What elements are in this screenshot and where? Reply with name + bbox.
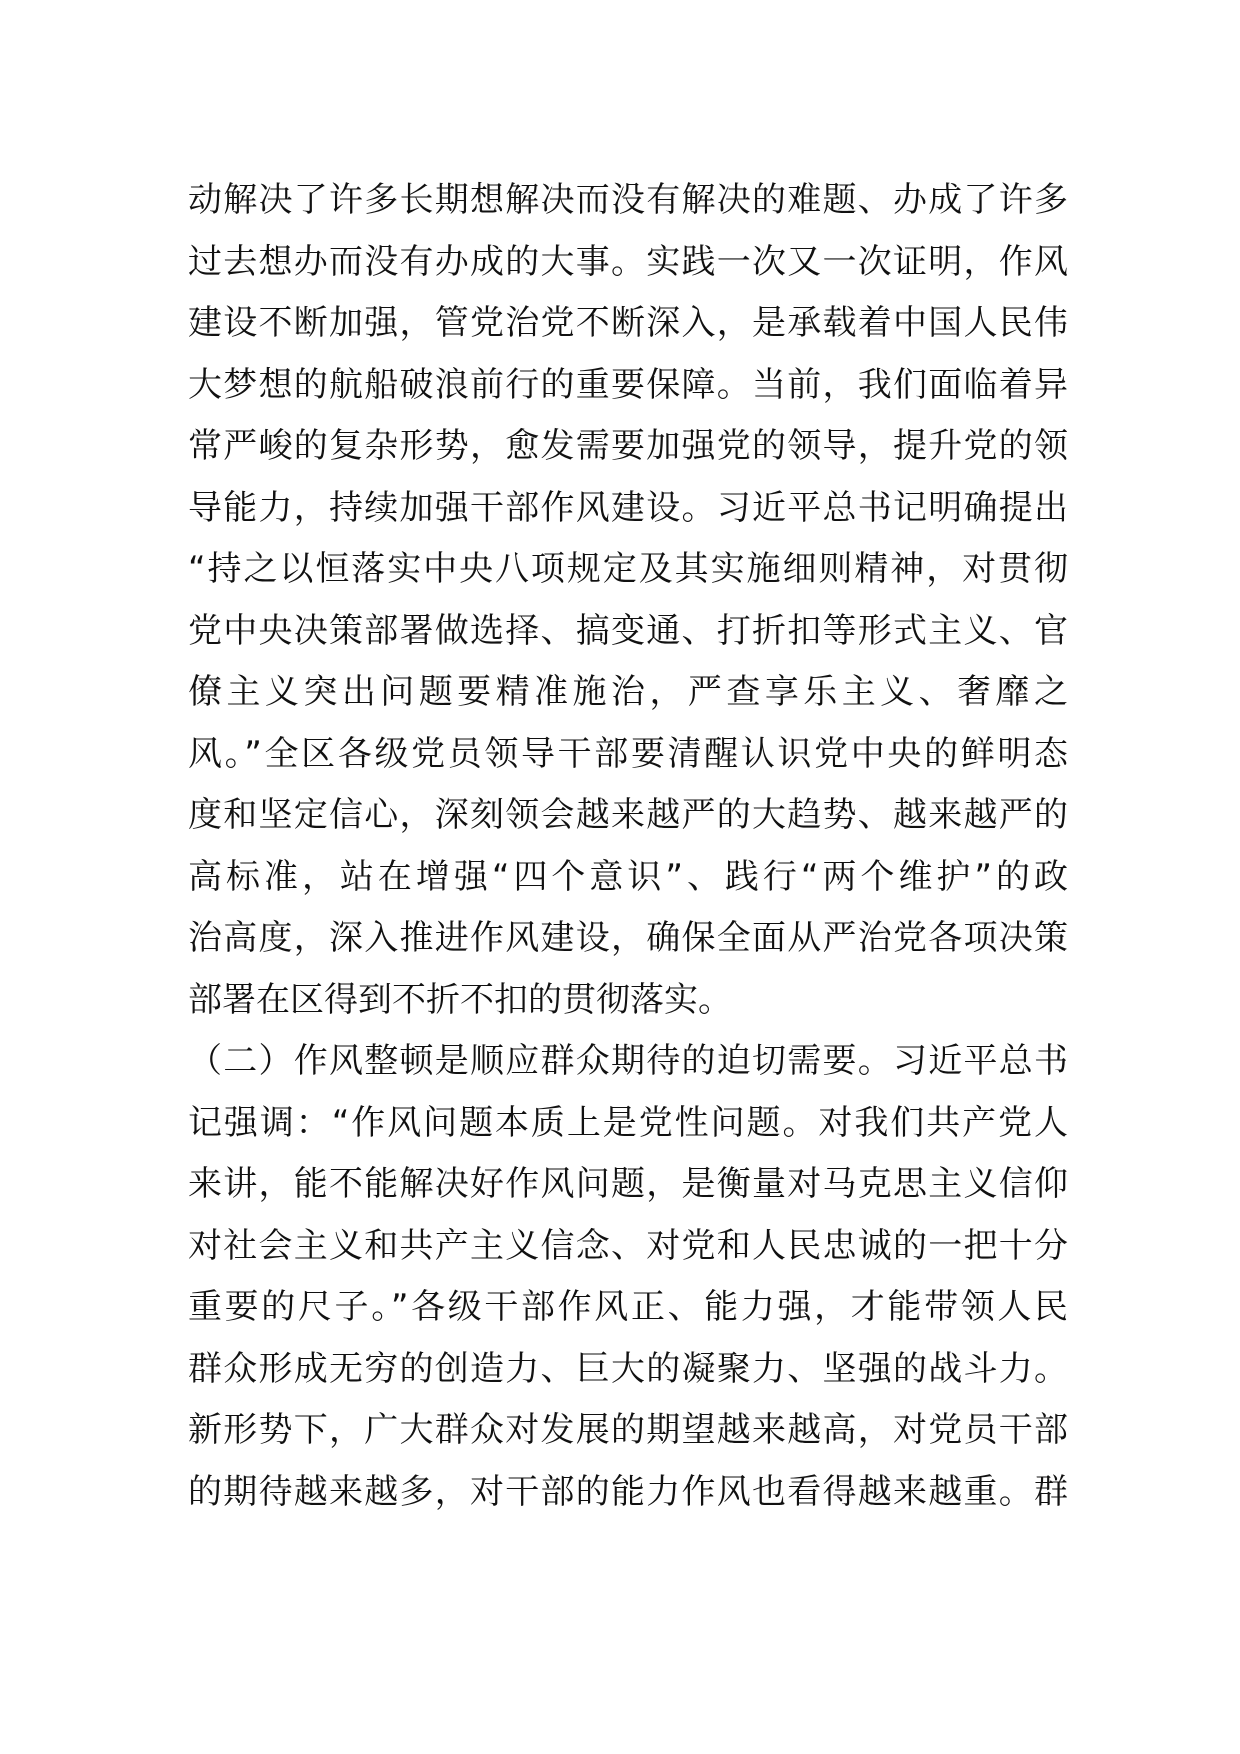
section-heading-line: （二）作风整顿是顺应群众期待的迫切需要。习近平总书 xyxy=(188,1041,1068,1081)
text-line: 部署在区得到不折不扣的贯彻落实。 xyxy=(188,979,732,1020)
text-line: 来讲，能不能解决好作风问题，是衡量对马克思主义信仰 xyxy=(188,1164,1068,1204)
text-line: 治高度，深入推进作风建设，确保全面从严治党各项决策 xyxy=(188,918,1068,958)
text-line: 度和坚定信心，深刻领会越来越严的大趋势、越来越严的 xyxy=(188,795,1068,835)
text-line: 记强调：“作风问题本质上是党性问题。对我们共产党人 xyxy=(188,1102,1068,1143)
body-text xyxy=(188,170,1068,1523)
text-line: 的期待越来越多，对干部的能力作风也看得越来越重。群 xyxy=(188,1471,1068,1512)
text-line: 大梦想的航船破浪前行的重要保障。当前，我们面临着异 xyxy=(188,364,1068,405)
text-line: 动解决了许多长期想解决而没有解决的难题、办成了许多 xyxy=(188,180,1068,220)
text-line: 新形势下，广大群众对发展的期望越来越高，对党员干部 xyxy=(188,1410,1068,1450)
text-line: “持之以恒落实中央八项规定及其实施细则精神，对贯彻 xyxy=(188,549,1068,589)
text-line: 重要的尺子。”各级干部作风正、能力强，才能带领人民 xyxy=(188,1287,1068,1327)
text-line: 导能力，持续加强干部作风建设。习近平总书记明确提出 xyxy=(188,487,1068,528)
text-line: 常严峻的复杂形势，愈发需要加强党的领导，提升党的领 xyxy=(188,426,1068,466)
text-line: 群众形成无穷的创造力、巨大的凝聚力、坚强的战斗力。 xyxy=(188,1348,1068,1389)
text-line: 建设不断加强，管党治党不断深入，是承载着中国人民伟 xyxy=(188,303,1068,343)
text-line: 风。”全区各级党员领导干部要清醒认识党中央的鲜明态 xyxy=(188,733,1068,774)
text-line: 党中央决策部署做选择、搞变通、打折扣等形式主义、官 xyxy=(188,610,1068,651)
text-line: 对社会主义和共产主义信念、对党和人民忠诚的一把十分 xyxy=(188,1225,1068,1266)
text-line: 高标准，站在增强“四个意识”、践行“两个维护”的政 xyxy=(188,856,1068,897)
text-line: 过去想办而没有办成的大事。实践一次又一次证明，作风 xyxy=(188,241,1068,282)
text-line: 僚主义突出问题要精准施治，严查享乐主义、奢靡之 xyxy=(188,672,1068,712)
